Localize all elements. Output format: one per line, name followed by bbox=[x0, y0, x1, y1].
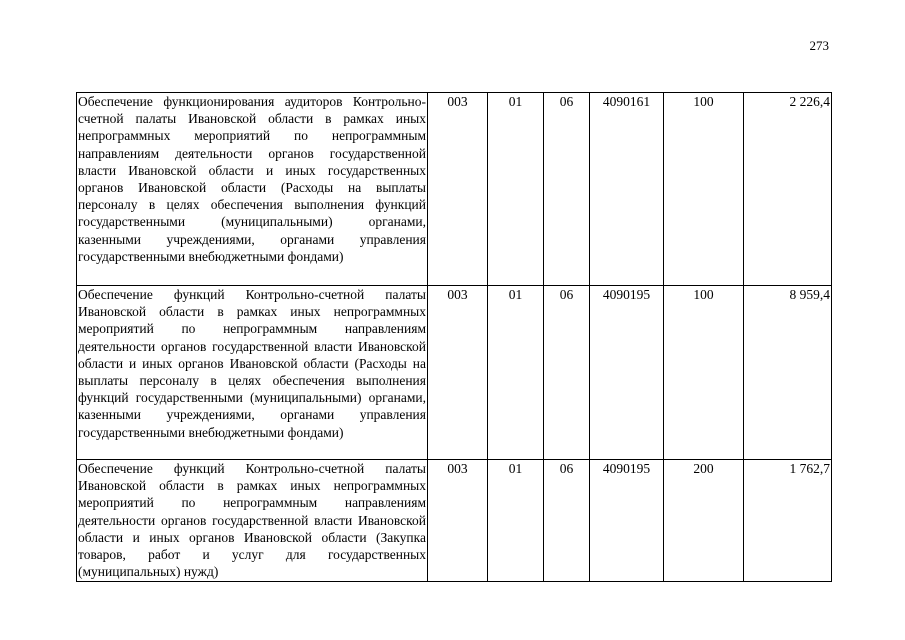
page-number: 273 bbox=[809, 38, 829, 53]
target-article-cell: 4090195 bbox=[590, 286, 664, 460]
subsection-code-cell: 06 bbox=[544, 460, 590, 582]
target-article-cell: 4090195 bbox=[590, 460, 664, 582]
ministry-code-cell: 003 bbox=[428, 460, 488, 582]
amount-cell: 1 762,7 bbox=[744, 460, 832, 582]
row-description: Обеспечение функционирования аудиторов Контрольно-счетной палаты Ивановской области в рамках иных непрограммных мероприятий по непрограммным направлениям деятельности органов государственной власти Ивановской области и иных государственных органов Ивановской области (Расходы на выплаты персоналу в целях обеспечения выполнения функций государственными (муниципальными) органами, казенными учреждениями, органами управления государственными внебюджетными фондами) bbox=[77, 93, 428, 286]
expense-type-cell: 100 bbox=[664, 93, 744, 286]
amount-cell: 2 226,4 bbox=[744, 93, 832, 286]
section-code-cell: 01 bbox=[488, 286, 544, 460]
table-row bbox=[77, 460, 832, 582]
ministry-code-cell: 003 bbox=[428, 93, 488, 286]
table-row bbox=[77, 286, 832, 460]
amount-cell: 8 959,4 bbox=[744, 286, 832, 460]
table-row bbox=[77, 93, 832, 286]
section-code-cell: 01 bbox=[488, 93, 544, 286]
subsection-code-cell: 06 bbox=[544, 93, 590, 286]
expense-type-cell: 100 bbox=[664, 286, 744, 460]
row-description: Обеспечение функций Контрольно-счетной палаты Ивановской области в рамках иных непрограммных мероприятий по непрограммным направлениям деятельности органов государственной власти Ивановской области и иных органов Ивановской области (Расходы на выплаты персоналу в целях обеспечения выполнения функций государственными (муниципальными) органами, казенными учреждениями, органами управления государственными внебюджетными фондами) bbox=[77, 286, 428, 460]
budget-table bbox=[76, 92, 832, 582]
row-description: Обеспечение функций Контрольно-счетной палаты Ивановской области в рамках иных непрограммных мероприятий по непрограммным направлениям деятельности органов государственной власти Ивановской области и иных органов Ивановской области (Закупка товаров, работ и услуг для государственных (муниципальных) нужд) bbox=[77, 460, 428, 582]
target-article-cell: 4090161 bbox=[590, 93, 664, 286]
subsection-code-cell: 06 bbox=[544, 286, 590, 460]
ministry-code-cell: 003 bbox=[428, 286, 488, 460]
section-code-cell: 01 bbox=[488, 460, 544, 582]
expense-type-cell: 200 bbox=[664, 460, 744, 582]
